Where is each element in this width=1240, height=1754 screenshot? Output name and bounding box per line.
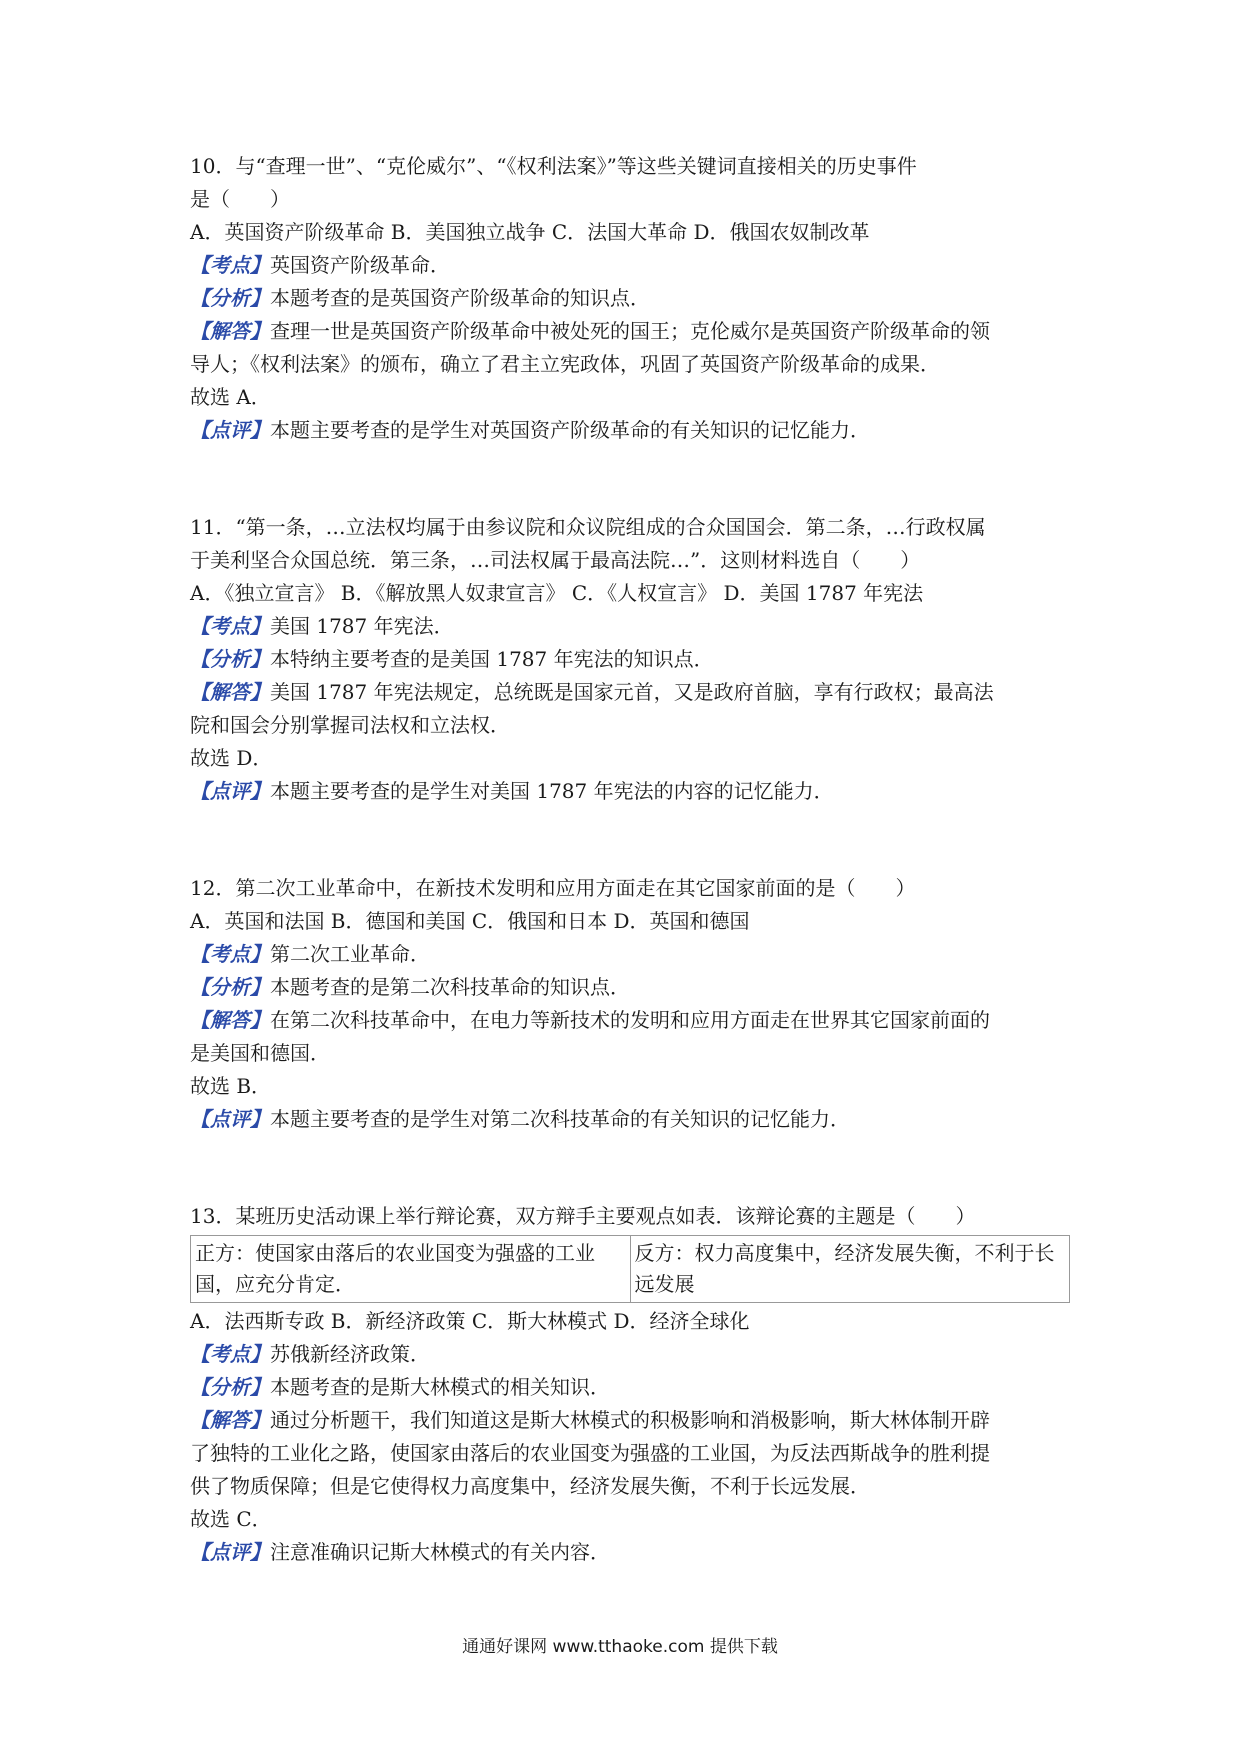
kaodian-line: [190, 249, 1070, 282]
kaodian-tag: 【考点】: [190, 614, 270, 638]
dianping-tag: 【点评】: [190, 779, 270, 803]
dianping-tag: 【点评】: [190, 1540, 270, 1564]
dianping-text: 本题主要考查的是学生对英国资产阶级革命的有关知识的记忆能力．: [270, 418, 870, 442]
kaodian-line: [190, 610, 1070, 643]
question-13: [190, 1200, 1070, 1569]
fenxi-tag: 【分析】: [190, 975, 270, 999]
table-row: [191, 1236, 1070, 1303]
question-stem: 是（ ）: [190, 187, 290, 211]
dianping-text: 本题主要考查的是学生对第二次科技革命的有关知识的记忆能力．: [270, 1107, 850, 1131]
fenxi-text: 本题考查的是斯大林模式的相关知识．: [270, 1375, 610, 1399]
dianping-line: [190, 775, 1070, 808]
kaodian-text: 苏俄新经济政策．: [270, 1342, 430, 1366]
kaodian-text: 美国 1787 年宪法．: [270, 614, 454, 638]
jieda-continuation: 是美国和德国．: [190, 1041, 330, 1065]
debate-table: [190, 1235, 1070, 1303]
dianping-line: [190, 414, 1070, 447]
fenxi-line: [190, 282, 1070, 315]
jieda-line: [190, 315, 1070, 348]
question-11: [190, 511, 1070, 808]
question-stem: 10．与“查理一世”、“克伦威尔”、“《权利法案》”等这些关键词直接相关的历史事件: [190, 154, 917, 178]
kaodian-tag: 【考点】: [190, 1342, 270, 1366]
jieda-line: [190, 676, 1070, 709]
kaodian-text: 第二次工业革命．: [270, 942, 430, 966]
jieda-continuation: 院和国会分别掌握司法权和立法权．: [190, 713, 510, 737]
answer-line: 故选 A．: [190, 385, 271, 409]
kaodian-text: 英国资产阶级革命．: [270, 253, 450, 277]
fenxi-line: [190, 643, 1070, 676]
dianping-line: [190, 1536, 1070, 1569]
question-options: A．《独立宣言》 B．《解放黑人奴隶宣言》 C．《人权宣言》 D．美国 1787 年宪法: [190, 581, 924, 605]
dianping-tag: 【点评】: [190, 418, 270, 442]
question-10: [190, 150, 1070, 447]
question-stem: 于美利坚合众国总统．第三条，…司法权属于最高法院…”．这则材料选自（ ）: [190, 548, 921, 572]
question-options: A．英国和法国 B．德国和美国 C．俄国和日本 D．英国和德国: [190, 909, 750, 933]
jieda-text: 美国 1787 年宪法规定，总统既是国家元首，又是政府首脑，享有行政权；最高法: [270, 680, 994, 704]
fenxi-text: 本特纳主要考查的是美国 1787 年宪法的知识点．: [270, 647, 714, 671]
kaodian-line: [190, 938, 1070, 971]
dianping-text: 注意准确识记斯大林模式的有关内容．: [270, 1540, 610, 1564]
dianping-tag: 【点评】: [190, 1107, 270, 1131]
question-stem: 12．第二次工业革命中，在新技术发明和应用方面走在其它国家前面的是（ ）: [190, 876, 916, 900]
fenxi-text: 本题考查的是英国资产阶级革命的知识点．: [270, 286, 650, 310]
question-options: A．法西斯专政 B．新经济政策 C．斯大林模式 D．经济全球化: [190, 1309, 750, 1333]
kaodian-line: [190, 1338, 1070, 1371]
answer-line: 故选 D．: [190, 746, 273, 770]
jieda-text: 通过分析题干，我们知道这是斯大林模式的积极影响和消极影响，斯大林体制开辟: [270, 1408, 990, 1432]
answer-line: 故选 C．: [190, 1507, 272, 1531]
fenxi-tag: 【分析】: [190, 647, 270, 671]
dianping-line: [190, 1103, 1070, 1136]
fenxi-tag: 【分析】: [190, 1375, 270, 1399]
table-cell-negative: 反方：权力高度集中，经济发展失衡，不利于长远发展: [630, 1236, 1070, 1303]
dianping-text: 本题主要考查的是学生对美国 1787 年宪法的内容的记忆能力．: [270, 779, 834, 803]
kaodian-tag: 【考点】: [190, 253, 270, 277]
jieda-tag: 【解答】: [190, 680, 270, 704]
jieda-text: 在第二次科技革命中，在电力等新技术的发明和应用方面走在世界其它国家前面的: [270, 1008, 990, 1032]
jieda-tag: 【解答】: [190, 1408, 270, 1432]
jieda-line: [190, 1404, 1070, 1437]
jieda-continuation: 导人；《权利法案》的颁布，确立了君主立宪政体，巩固了英国资产阶级革命的成果．: [190, 352, 940, 376]
question-stem: 11．“第一条，…立法权均属于由参议院和众议院组成的合众国国会．第二条，…行政权属: [190, 515, 986, 539]
page-footer: 通通好课网 www.tthaoke.com 提供下载: [462, 1637, 778, 1657]
jieda-text: 查理一世是英国资产阶级革命中被处死的国王；克伦威尔是英国资产阶级革命的领: [270, 319, 990, 343]
question-stem: 13．某班历史活动课上举行辩论赛，双方辩手主要观点如表．该辩论赛的主题是（ ）: [190, 1204, 976, 1228]
jieda-tag: 【解答】: [190, 319, 270, 343]
fenxi-line: [190, 1371, 1070, 1404]
kaodian-tag: 【考点】: [190, 942, 270, 966]
table-cell-affirmative: 正方：使国家由落后的农业国变为强盛的工业国，应充分肯定．: [191, 1236, 631, 1303]
question-options: A．英国资产阶级革命 B．美国独立战争 C．法国大革命 D．俄国农奴制改革: [190, 220, 870, 244]
answer-line: 故选 B．: [190, 1074, 272, 1098]
jieda-continuation: 了独特的工业化之路，使国家由落后的农业国变为强盛的工业国，为反法西斯战争的胜利提: [190, 1441, 990, 1465]
fenxi-line: [190, 971, 1070, 1004]
jieda-line: [190, 1004, 1070, 1037]
fenxi-text: 本题考查的是第二次科技革命的知识点．: [270, 975, 630, 999]
question-12: [190, 872, 1070, 1136]
fenxi-tag: 【分析】: [190, 286, 270, 310]
jieda-tag: 【解答】: [190, 1008, 270, 1032]
jieda-continuation: 供了物质保障；但是它使得权力高度集中，经济发展失衡，不利于长远发展．: [190, 1474, 870, 1498]
